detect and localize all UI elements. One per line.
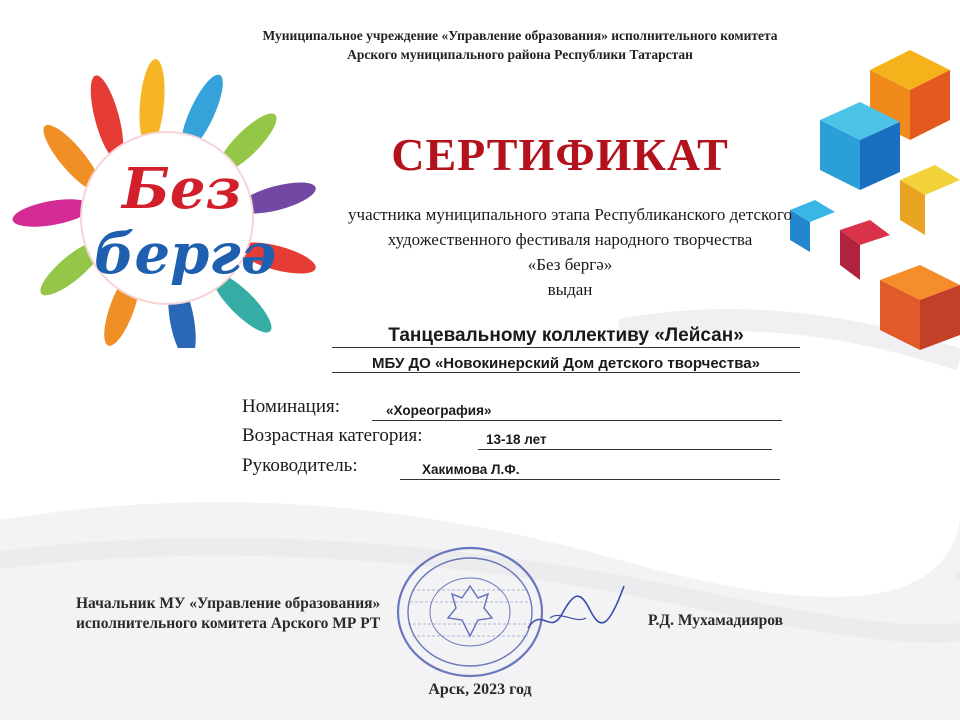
recipient-name: Танцевальному коллективу «Лейсан» bbox=[332, 325, 800, 348]
signer-line-2: исполнительного комитета Арского МР РТ bbox=[76, 615, 381, 632]
nomination-label: Номинация: bbox=[242, 396, 341, 417]
decorative-cubes bbox=[760, 30, 960, 360]
signer-name: Р.Д. Мухамадияров bbox=[648, 612, 784, 629]
logo-word-1: Без bbox=[122, 156, 242, 222]
age-category-value: 13-18 лет bbox=[478, 429, 772, 450]
leader-value: Хакимова Л.Ф. bbox=[400, 459, 780, 480]
age-category-field bbox=[242, 425, 547, 447]
description-line-1: участника муниципального этапа Республиканского детского bbox=[348, 205, 792, 224]
place-and-year: Арск, 2023 год bbox=[428, 681, 532, 698]
leader-field bbox=[242, 455, 520, 477]
issuer-header bbox=[140, 26, 900, 64]
description-line-3: «Без бергә» bbox=[527, 255, 613, 274]
description-line-2: художественного фестиваля народного творчества bbox=[387, 230, 753, 249]
age-category-label: Возрастная категория: bbox=[242, 425, 423, 446]
certificate-description bbox=[270, 202, 870, 302]
logo-word-2: бергә bbox=[94, 221, 277, 287]
nomination-value: «Хореография» bbox=[372, 400, 782, 421]
leader-label: Руководитель: bbox=[242, 455, 358, 476]
signer-title bbox=[76, 594, 380, 634]
nomination-field bbox=[242, 396, 492, 418]
issuer-line-2: Арского муниципального района Республики Татарстан bbox=[347, 47, 693, 62]
recipient-organization: МБУ ДО «Новокинерский Дом детского творчества» bbox=[332, 355, 800, 373]
description-line-4: выдан bbox=[547, 280, 593, 299]
issuer-line-1: Муниципальное учреждение «Управление образования» исполнительного комитета bbox=[262, 28, 778, 43]
signer-line-1: Начальник МУ «Управление образования» bbox=[76, 595, 381, 612]
signature bbox=[520, 580, 630, 640]
certificate-title: СЕРТИФИКАТ bbox=[391, 129, 729, 180]
